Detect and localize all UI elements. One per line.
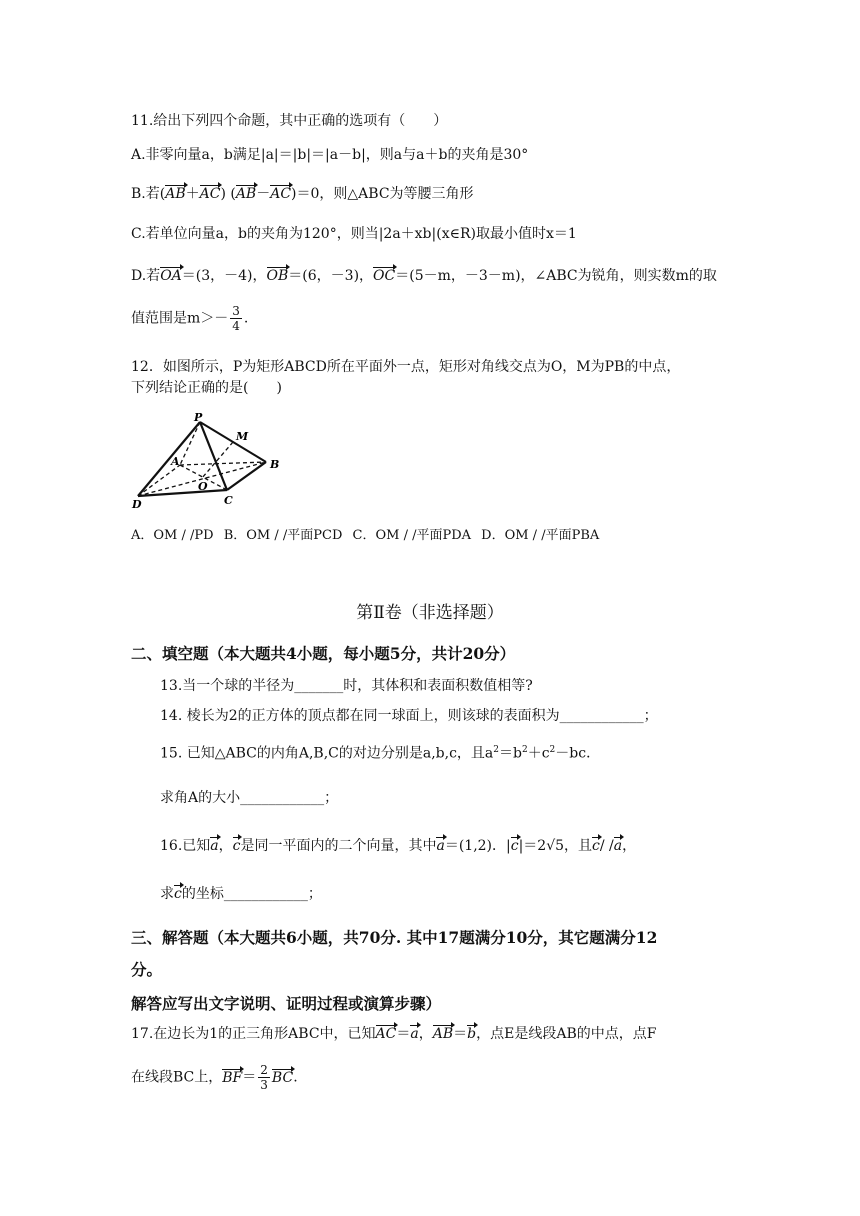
q16-ask: 求c的坐标____________； [160,886,322,902]
q12-stem-line2: 下列结论正确的是( ) [131,380,282,396]
vertex-label-o: O [198,480,208,493]
q11-option-c: C.若单位向量a，b的夹角为120°，则当|2a＋xb|(x∈R)取最小值时x＝1 [131,226,577,242]
section2-heading: 二、填空题（本大题共4小题，每小题5分，共计20分） [131,644,516,663]
q12-options [131,526,605,546]
q15-ask: 求角A的大小____________； [160,790,339,806]
q17-line2: 在线段BC上，BF＝ $\frac{2}{3}$ BC. [131,1063,298,1092]
q17-line1: 17.在边长为1的正三角形ABC中，已知AC＝a，AB＝b，点E是线段AB的中点，点F [131,1026,657,1042]
vertex-label-b: B [270,458,280,471]
vertex-label-d: D [132,498,142,511]
fraction-3-4: $\frac{3}{4}$ [232,304,240,333]
q12-option-b: B．OM / /平面PCD [223,528,343,543]
vector-oc: OC [373,268,396,284]
q15: 15. 已知△ABC的内角A,B,C的对边分别是a,b,c，且$a^2=b^2+c^2-bc$． [160,745,601,762]
q11-option-d: D.若OA＝(3，－4)，OB＝(6，－3)，OC＝(5－m，－3－m)，∠ABC为锐角，则实数m的取 [131,268,717,284]
fraction-2-3: $\frac{2}{3}$ [260,1063,268,1092]
q16: 16.已知a，c是同一平面内的二个向量，其中a＝(1,2)．|c|＝2√5，且c/ /a， [160,838,637,854]
q11-option-a: A.非零向量a，b满足|a|＝|b|＝|a－b|，则a与a＋b的夹角是30° [131,147,529,163]
section3-heading-cont: 分。 [131,960,163,979]
vertex-label-a: A [171,455,180,468]
q11-option-d-cont: 值范围是m＞－ $\frac{3}{4}$ . [131,304,249,333]
q12-option-c: C．OM / /平面PDA [352,528,472,543]
q13: 13.当一个球的半径为_______时，其体积和表面积数值相等? [160,678,533,694]
vector-ab: AB [235,186,257,202]
pyramid-figure [130,412,290,512]
vector-ac: AC [199,186,221,202]
q12-option-d: D．OM / /平面PBA [481,528,600,543]
vertex-label-m: M [236,430,249,443]
q11-stem: 11.给出下列四个命题，其中正确的选项有（ ） [131,113,448,129]
vector-oa: OA [160,268,182,284]
section3-heading: 三、解答题（本大题共6小题，共70分. 其中17题满分10分，其它题满分12 [131,928,658,947]
vector-ab: AB [165,186,186,202]
vector-ac: AC [270,186,292,202]
q12-option-a: A．OM / /PD [131,528,214,543]
vector-ob: OB [266,268,289,284]
q14: 14. 棱长为2的正方体的顶点都在同一球面上，则该球的表面积为____________； [160,708,658,724]
section3-instruction: 解答应写出文字说明、证明过程或演算步骤） [131,994,442,1013]
vertex-label-c: C [224,494,233,507]
vertex-label-p: P [194,412,203,424]
q11-option-b: B.若(AB＋AC) (AB－AC)＝0，则△ABC为等腰三角形 [131,186,474,202]
q12-stem-line1: 12．如图所示，P为矩形ABCD所在平面外一点，矩形对角线交点为O，M为PB的中点， [131,359,681,375]
part2-title: 第Ⅱ卷（非选择题） [356,603,504,623]
